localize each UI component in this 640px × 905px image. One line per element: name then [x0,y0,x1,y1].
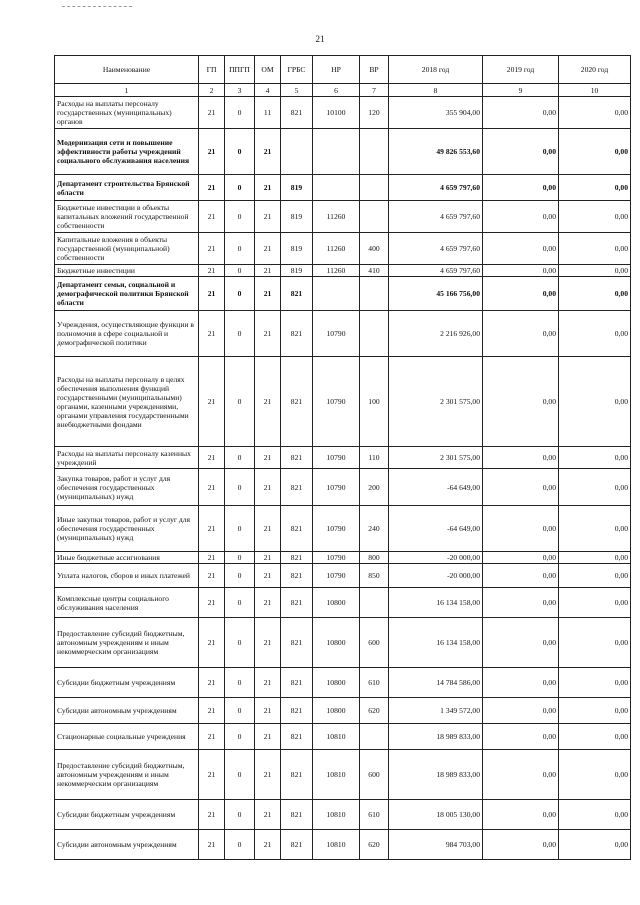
row-om: 21 [255,357,281,447]
row-amount-2020: 0,00 [559,724,631,750]
row-amount-2020: 0,00 [559,564,631,588]
row-nr: 10800 [313,618,360,668]
row-amount-2019: 0,00 [483,552,559,564]
row-om: 21 [255,750,281,800]
row-amount-2020: 0,00 [559,233,631,265]
row-nr: 10790 [313,447,360,469]
row-name: Расходы на выплаты персоналу казенных учреждений [55,447,199,469]
row-name: Департамент семьи, социальной и демографической политики Брянской области [55,277,199,311]
row-ppgp: 0 [225,750,255,800]
row-ppgp: 0 [225,724,255,750]
row-vr: 240 [360,506,389,552]
header-om: ОМ [255,56,281,84]
row-amount-2019: 0,00 [483,447,559,469]
row-ppgp: 0 [225,277,255,311]
row-ppgp: 0 [225,233,255,265]
row-gp: 21 [199,668,225,698]
row-nr [313,277,360,311]
row-grbs [281,129,313,175]
table-row [55,357,631,447]
column-number: 2 [199,84,225,97]
row-vr [360,724,389,750]
row-amount-2020: 0,00 [559,506,631,552]
table-row [55,830,631,860]
column-number: 9 [483,84,559,97]
row-vr: 400 [360,233,389,265]
row-gp: 21 [199,469,225,506]
row-grbs: 821 [281,97,313,129]
row-grbs: 821 [281,357,313,447]
row-grbs: 821 [281,588,313,618]
row-gp: 21 [199,800,225,830]
row-nr: 10810 [313,800,360,830]
table-body [55,97,631,860]
row-om: 11 [255,97,281,129]
row-amount-2019: 0,00 [483,277,559,311]
row-om: 21 [255,277,281,311]
row-name: Расходы на выплаты персоналу в целях обеспечения выполнения функций государственными (муниципальными) органами, казенными учреждениями, органами управления государственными внебюджетными фондами [55,357,199,447]
row-vr: 120 [360,97,389,129]
row-ppgp: 0 [225,129,255,175]
row-grbs: 821 [281,552,313,564]
row-nr: 10790 [313,552,360,564]
row-amount-2018: 355 904,00 [389,97,483,129]
table-row [55,588,631,618]
row-amount-2019: 0,00 [483,233,559,265]
row-ppgp: 0 [225,564,255,588]
row-amount-2020: 0,00 [559,97,631,129]
row-amount-2018: 4 659 797,60 [389,233,483,265]
row-gp: 21 [199,265,225,277]
table-row [55,277,631,311]
page-number: 21 [315,34,325,44]
row-name: Бюджетные инвестиции в объекты капитальных вложений государственной собственности [55,201,199,233]
row-ppgp: 0 [225,506,255,552]
row-nr: 10790 [313,357,360,447]
row-gp: 21 [199,588,225,618]
row-om: 21 [255,830,281,860]
row-amount-2018: 49 826 553,60 [389,129,483,175]
row-ppgp: 0 [225,552,255,564]
row-nr: 11260 [313,233,360,265]
row-name: Субсидии автономным учреждениям [55,830,199,860]
row-ppgp: 0 [225,469,255,506]
row-grbs: 821 [281,311,313,357]
row-amount-2019: 0,00 [483,175,559,201]
table-row [55,800,631,830]
row-om: 21 [255,201,281,233]
row-om: 21 [255,311,281,357]
row-amount-2018: -64 649,00 [389,469,483,506]
row-grbs: 821 [281,564,313,588]
row-amount-2018: 4 659 797,60 [389,175,483,201]
row-grbs: 821 [281,800,313,830]
row-amount-2020: 0,00 [559,588,631,618]
header-2020: 2020 год [559,56,631,84]
row-gp: 21 [199,724,225,750]
table-row [55,265,631,277]
header-nr: НР [313,56,360,84]
row-grbs: 819 [281,201,313,233]
row-name: Бюджетные инвестиции [55,265,199,277]
header-2018: 2018 год [389,56,483,84]
row-amount-2018: 18 005 130,00 [389,800,483,830]
row-grbs: 821 [281,724,313,750]
row-amount-2019: 0,00 [483,618,559,668]
row-ppgp: 0 [225,201,255,233]
row-amount-2018: 984 703,00 [389,830,483,860]
row-ppgp: 0 [225,311,255,357]
row-ppgp: 0 [225,698,255,724]
row-ppgp: 0 [225,175,255,201]
row-amount-2018: -20 000,00 [389,564,483,588]
row-om: 21 [255,129,281,175]
row-om: 21 [255,724,281,750]
row-name: Модернизация сети и повышение эффективности работы учреждений социального обслуживания населения [55,129,199,175]
row-name: Субсидии бюджетным учреждениям [55,668,199,698]
row-amount-2020: 0,00 [559,698,631,724]
row-amount-2019: 0,00 [483,800,559,830]
row-vr: 600 [360,750,389,800]
row-name: Расходы на выплаты персоналу государственных (муниципальных) органов [55,97,199,129]
row-amount-2019: 0,00 [483,469,559,506]
row-amount-2020: 0,00 [559,618,631,668]
table-row [55,506,631,552]
column-number: 7 [360,84,389,97]
row-gp: 21 [199,750,225,800]
row-amount-2019: 0,00 [483,588,559,618]
column-number: 1 [55,84,199,97]
row-amount-2020: 0,00 [559,800,631,830]
row-gp: 21 [199,357,225,447]
row-nr: 10800 [313,698,360,724]
row-om: 21 [255,175,281,201]
row-gp: 21 [199,277,225,311]
row-name: Уплата налогов, сборов и иных платежей [55,564,199,588]
row-name: Стационарные социальные учреждения [55,724,199,750]
row-amount-2019: 0,00 [483,311,559,357]
table-row [55,129,631,175]
row-amount-2018: 4 659 797,60 [389,265,483,277]
table-row [55,233,631,265]
row-vr: 610 [360,800,389,830]
row-amount-2018: -64 649,00 [389,506,483,552]
row-vr [360,311,389,357]
column-number: 6 [313,84,360,97]
column-number: 8 [389,84,483,97]
row-amount-2018: 16 134 158,00 [389,588,483,618]
row-amount-2018: 2 301 575,00 [389,357,483,447]
row-om: 21 [255,469,281,506]
row-nr [313,175,360,201]
table-row [55,201,631,233]
header-name: Наименование [55,56,199,84]
row-grbs: 821 [281,469,313,506]
row-gp: 21 [199,618,225,668]
row-vr: 100 [360,357,389,447]
table-row [55,97,631,129]
row-om: 21 [255,698,281,724]
row-ppgp: 0 [225,447,255,469]
row-name: Субсидии бюджетным учреждениям [55,800,199,830]
row-om: 21 [255,552,281,564]
row-ppgp: 0 [225,668,255,698]
row-gp: 21 [199,447,225,469]
row-amount-2020: 0,00 [559,552,631,564]
row-gp: 21 [199,175,225,201]
table-row [55,175,631,201]
column-number-row [55,84,631,97]
row-amount-2020: 0,00 [559,447,631,469]
row-om: 21 [255,800,281,830]
row-nr: 10810 [313,724,360,750]
row-om: 21 [255,618,281,668]
row-grbs: 821 [281,668,313,698]
column-number: 4 [255,84,281,97]
row-ppgp: 0 [225,588,255,618]
row-amount-2019: 0,00 [483,724,559,750]
row-amount-2020: 0,00 [559,129,631,175]
row-gp: 21 [199,506,225,552]
row-gp: 21 [199,830,225,860]
row-name: Учреждения, осуществляющие функции в полномочия в сфере социальной и демографической политики [55,311,199,357]
scan-artifact [62,6,132,7]
row-amount-2019: 0,00 [483,750,559,800]
row-gp: 21 [199,129,225,175]
row-nr: 11260 [313,201,360,233]
row-grbs: 821 [281,750,313,800]
row-vr [360,129,389,175]
row-grbs: 821 [281,830,313,860]
row-name: Предоставление субсидий бюджетным, автономным учреждениям и иным некоммерческим организациям [55,618,199,668]
table-row [55,469,631,506]
row-amount-2020: 0,00 [559,830,631,860]
row-name: Иные закупки товаров, работ и услуг для обеспечения государственных (муниципальных) нужд [55,506,199,552]
row-vr [360,277,389,311]
row-vr: 610 [360,668,389,698]
row-amount-2020: 0,00 [559,175,631,201]
table-row [55,668,631,698]
row-amount-2018: 2 216 926,00 [389,311,483,357]
row-ppgp: 0 [225,97,255,129]
row-amount-2018: 18 989 833,00 [389,750,483,800]
row-amount-2020: 0,00 [559,201,631,233]
row-vr: 200 [360,469,389,506]
row-nr: 10800 [313,668,360,698]
column-number: 10 [559,84,631,97]
column-number: 5 [281,84,313,97]
row-nr [313,129,360,175]
row-name: Субсидии автономным учреждениям [55,698,199,724]
table-row [55,564,631,588]
column-number: 3 [225,84,255,97]
row-amount-2020: 0,00 [559,311,631,357]
row-grbs: 821 [281,277,313,311]
row-amount-2019: 0,00 [483,668,559,698]
table-row [55,724,631,750]
row-name: Иные бюджетные ассигнования [55,552,199,564]
row-name: Закупка товаров, работ и услуг для обеспечения государственных (муниципальных) нужд [55,469,199,506]
table-row [55,447,631,469]
header-vr: ВР [360,56,389,84]
row-amount-2018: 1 349 572,00 [389,698,483,724]
row-vr: 620 [360,830,389,860]
row-vr: 620 [360,698,389,724]
row-amount-2018: 14 784 586,00 [389,668,483,698]
row-grbs: 819 [281,233,313,265]
row-amount-2018: 2 301 575,00 [389,447,483,469]
row-vr: 410 [360,265,389,277]
row-grbs: 821 [281,618,313,668]
row-nr: 10810 [313,750,360,800]
row-om: 21 [255,588,281,618]
row-amount-2019: 0,00 [483,97,559,129]
row-amount-2019: 0,00 [483,564,559,588]
row-amount-2018: 4 659 797,60 [389,201,483,233]
row-ppgp: 0 [225,618,255,668]
row-nr: 10790 [313,506,360,552]
row-grbs: 821 [281,698,313,724]
row-amount-2020: 0,00 [559,750,631,800]
row-ppgp: 0 [225,265,255,277]
row-amount-2020: 0,00 [559,357,631,447]
row-ppgp: 0 [225,830,255,860]
row-gp: 21 [199,311,225,357]
row-nr: 11260 [313,265,360,277]
row-vr: 600 [360,618,389,668]
row-amount-2019: 0,00 [483,506,559,552]
table-row [55,552,631,564]
table-row [55,618,631,668]
header-grbs: ГРБС [281,56,313,84]
row-amount-2018: 18 989 833,00 [389,724,483,750]
row-amount-2019: 0,00 [483,698,559,724]
row-gp: 21 [199,97,225,129]
row-vr: 110 [360,447,389,469]
row-vr [360,588,389,618]
row-vr [360,175,389,201]
row-amount-2018: 45 166 756,00 [389,277,483,311]
row-name: Предоставление субсидий бюджетным, автономным учреждениям и иным некоммерческим организациям [55,750,199,800]
row-grbs: 819 [281,175,313,201]
row-vr [360,201,389,233]
header-ppgp: ППГП [225,56,255,84]
row-amount-2020: 0,00 [559,469,631,506]
row-grbs: 819 [281,265,313,277]
row-amount-2020: 0,00 [559,277,631,311]
row-ppgp: 0 [225,800,255,830]
row-om: 21 [255,668,281,698]
row-nr: 10790 [313,311,360,357]
row-gp: 21 [199,201,225,233]
row-amount-2019: 0,00 [483,357,559,447]
row-amount-2019: 0,00 [483,201,559,233]
row-name: Департамент строительства Брянской области [55,175,199,201]
row-nr: 10800 [313,588,360,618]
row-nr: 10810 [313,830,360,860]
row-grbs: 821 [281,506,313,552]
row-name: Капитальные вложения в объекты государственной (муниципальной) собственности [55,233,199,265]
row-ppgp: 0 [225,357,255,447]
row-vr: 800 [360,552,389,564]
table-row [55,698,631,724]
header-row [55,56,631,84]
row-gp: 21 [199,233,225,265]
row-nr: 10790 [313,469,360,506]
row-vr: 850 [360,564,389,588]
header-2019: 2019 год [483,56,559,84]
row-nr: 10100 [313,97,360,129]
row-amount-2019: 0,00 [483,265,559,277]
header-gp: ГП [199,56,225,84]
budget-table [54,55,631,860]
row-amount-2018: -20 000,00 [389,552,483,564]
row-nr: 10790 [313,564,360,588]
row-grbs: 821 [281,447,313,469]
row-gp: 21 [199,698,225,724]
row-om: 21 [255,233,281,265]
row-amount-2020: 0,00 [559,668,631,698]
row-amount-2018: 16 134 158,00 [389,618,483,668]
row-name: Комплексные центры социального обслуживания населения [55,588,199,618]
table-row [55,311,631,357]
row-om: 21 [255,447,281,469]
row-om: 21 [255,506,281,552]
row-om: 21 [255,564,281,588]
row-amount-2020: 0,00 [559,265,631,277]
table-row [55,750,631,800]
row-gp: 21 [199,564,225,588]
row-om: 21 [255,265,281,277]
row-gp: 21 [199,552,225,564]
row-amount-2019: 0,00 [483,129,559,175]
row-amount-2019: 0,00 [483,830,559,860]
